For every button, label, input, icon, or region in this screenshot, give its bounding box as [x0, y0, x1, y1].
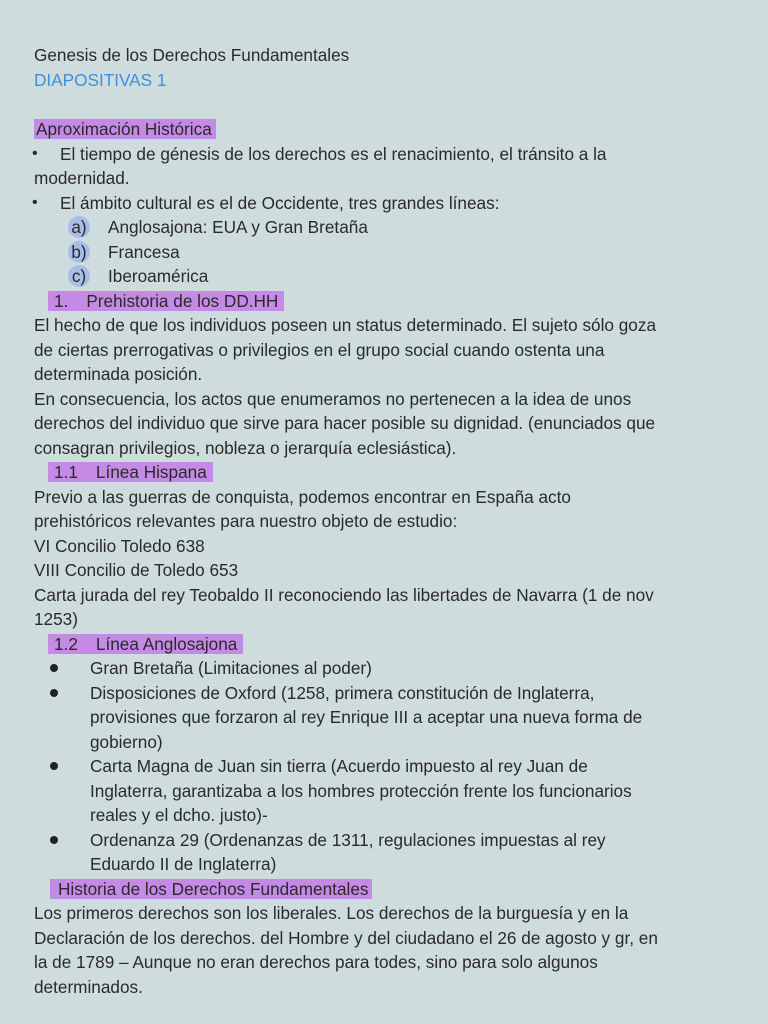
paragraph-line: consagran privilegios, nobleza o jerarquía eclesiástica). [34, 438, 457, 458]
paragraph-line: prehistóricos relevantes para nuestro objeto de estudio: [34, 511, 458, 531]
highlighted-heading [48, 291, 284, 311]
list-item-text: Anglosajona: EUA y Gran Bretaña [108, 217, 368, 237]
list-item-text: Francesa [108, 242, 180, 262]
bullet-dot-icon [50, 689, 58, 697]
item-letter-marker: a) [68, 216, 90, 238]
section-heading-aproximacion [34, 117, 750, 141]
bullet-text: Disposiciones de Oxford (1258, primera constitución de Inglaterra, [90, 683, 595, 703]
paragraph-line: Los primeros derechos son los liberales. Los derechos de la burguesía y en la [34, 903, 629, 923]
bullet-continuation: provisiones que forzaron al rey Enrique III a aceptar una nueva forma de [90, 707, 643, 727]
paragraph-line: El hecho de que los individuos poseen un status determinado. El sujeto sólo goza [34, 315, 657, 335]
paragraph-line: derechos del individuo que sirve para hacer posible su dignidad. (enunciados que [34, 413, 656, 433]
paragraph-line: Declaración de los derechos. del Hombre y del ciudadano el 26 de agosto y gr, en [34, 928, 658, 948]
bullet-icon: • [32, 194, 38, 211]
paragraph-line: determinada posición. [34, 364, 203, 384]
bullet-text: El tiempo de génesis de los derechos es el renacimiento, el tránsito a la [60, 144, 607, 164]
paragraph-line: Previo a las guerras de conquista, podemos encontrar en España acto [34, 487, 571, 507]
paragraph-line: Carta jurada del rey Teobaldo II reconociendo las libertades de Navarra (1 de nov [34, 585, 654, 605]
bullet-continuation: Eduardo II de Inglaterra) [90, 854, 277, 874]
bullet-dot-icon [50, 762, 58, 770]
highlighted-heading: Historia de los Derechos Fundamentales [50, 879, 372, 899]
bullet-text: Carta Magna de Juan sin tierra (Acuerdo impuesto al rey Juan de [90, 756, 588, 776]
section-heading-historia [50, 877, 750, 901]
doc-subtitle: DIAPOSITIVAS 1 [34, 70, 167, 90]
bullet-text: Ordenanza 29 (Ordenanzas de 1311, regulaciones impuestas al rey [90, 830, 606, 850]
paragraph-line: VIII Concilio de Toledo 653 [34, 560, 239, 580]
section-heading-linea-anglosajona [48, 632, 750, 656]
section-heading-linea-hispana [48, 460, 750, 484]
bullet-text: El ámbito cultural es el de Occidente, tres grandes líneas: [60, 193, 500, 213]
highlighted-heading [48, 634, 243, 654]
bullet-icon: • [32, 145, 38, 162]
section-heading-prehistoria [48, 289, 750, 313]
highlighted-heading: Aproximación Histórica [34, 119, 216, 139]
bullet-dot-icon [50, 664, 58, 672]
bullet-text: Gran Bretaña (Limitaciones al poder) [90, 658, 372, 678]
section-title: Línea Hispana [95, 462, 207, 482]
section-title: Prehistoria de los DD.HH [86, 291, 279, 311]
highlighted-heading [48, 462, 213, 482]
bullet-continuation: Inglaterra, garantizaba a los hombres protección frente los funcionarios [90, 781, 632, 801]
bullet-dot-icon [50, 836, 58, 844]
list-item [70, 264, 750, 288]
section-number: 1.2 [54, 634, 78, 654]
bullet-continuation: reales y el dcho. justo)- [90, 805, 268, 825]
item-letter-marker: c) [68, 265, 90, 287]
doc-title: Genesis de los Derechos Fundamentales [34, 45, 350, 65]
list-item [70, 240, 750, 264]
paragraph-line: VI Concilio Toledo 638 [34, 536, 205, 556]
bullet-continuation: gobierno) [90, 732, 163, 752]
paragraph-line: En consecuencia, los actos que enumeramos no pertenecen a la idea de unos [34, 389, 632, 409]
paragraph-line: de ciertas prerrogativas o privilegios en el grupo social cuando ostenta una [34, 340, 605, 360]
paragraph-line: modernidad. [34, 168, 130, 188]
paragraph-line: la de 1789 – Aunque no eran derechos para todes, sino para solo algunos [34, 952, 598, 972]
section-title: Línea Anglosajona [95, 634, 238, 654]
paragraph-line: determinados. [34, 977, 143, 997]
paragraph-line: 1253) [34, 609, 78, 629]
list-item-text: Iberoamérica [108, 266, 209, 286]
item-letter-marker: b) [68, 241, 90, 263]
section-number: 1.1 [54, 462, 78, 482]
list-item [70, 215, 750, 239]
section-number: 1. [54, 291, 69, 311]
